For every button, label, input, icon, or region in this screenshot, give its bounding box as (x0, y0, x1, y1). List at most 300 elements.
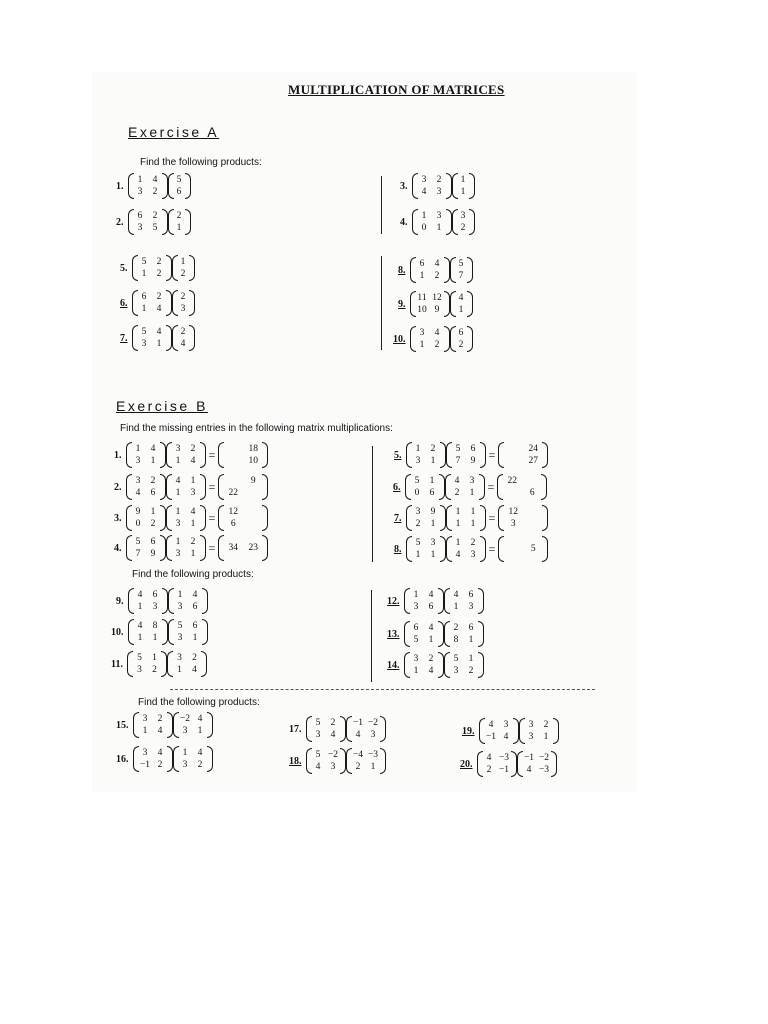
matrix-entry: 5 (414, 476, 420, 486)
matrix-entry: 5 (415, 538, 421, 548)
problem-item (116, 712, 213, 738)
matrix-entry: 4 (156, 304, 162, 314)
matrix-entry: 1 (190, 549, 196, 559)
matrix-entry: 2 (156, 269, 162, 279)
exercise-b-instruction-products: Find the following products: (132, 569, 254, 580)
matrix-entry: 4 (197, 748, 203, 758)
matrix-entry: 4 (150, 444, 156, 454)
equals-sign: = (487, 479, 495, 494)
matrix-product (128, 619, 208, 645)
problem-item (111, 619, 208, 645)
factor-matrix (128, 209, 168, 235)
matrix-entry: 2 (157, 760, 163, 770)
equals-sign: = (208, 540, 216, 555)
matrix-entry: 9 (150, 549, 156, 559)
factor-matrix (410, 257, 450, 283)
matrix-entry: 1 (419, 340, 425, 350)
factor-matrix (412, 173, 452, 199)
matrix-entry (523, 506, 543, 518)
matrix-entry: 22 (507, 476, 518, 486)
matrix-entry: 2 (543, 720, 549, 730)
matrix-entry: 1 (436, 223, 442, 233)
factor-matrix (444, 621, 484, 647)
matrix-entry: 1 (152, 653, 157, 663)
problem-number: 5. (394, 449, 402, 461)
problem-number: 14. (387, 659, 400, 671)
matrix-entry: 12 (432, 293, 442, 303)
equals-sign: = (488, 510, 496, 525)
matrix-entry: 1 (176, 223, 182, 233)
problem-number: 1. (116, 180, 124, 192)
matrix-entry: 2 (468, 666, 474, 676)
matrix-product (306, 748, 386, 774)
factor-matrix (444, 588, 484, 614)
factor-matrix (168, 588, 208, 614)
factor-matrix (406, 442, 446, 468)
matrix-product (479, 718, 559, 744)
matrix-entry: 2 (434, 271, 440, 281)
matrix-entry: 1 (135, 444, 141, 454)
factor-matrix (132, 290, 172, 316)
matrix-entry: 3 (137, 665, 142, 675)
factor-matrix (168, 209, 191, 235)
result-matrix (218, 474, 268, 500)
matrix-entry: 1 (197, 726, 203, 736)
matrix-entry: 1 (152, 633, 158, 643)
factor-matrix (128, 173, 168, 199)
matrix-entry: 3 (152, 602, 158, 612)
factor-matrix (128, 619, 168, 645)
matrix-entry: 4 (455, 550, 461, 560)
matrix-entry: 3 (137, 187, 143, 197)
matrix-entry: 4 (503, 732, 509, 742)
matrix-entry: 3 (182, 760, 188, 770)
matrix-entry: −4 (352, 750, 364, 760)
matrix-entry: −2 (538, 753, 550, 763)
factor-matrix (450, 291, 473, 317)
factor-matrix (166, 442, 206, 468)
problem-number: 20. (460, 758, 473, 770)
matrix-entry: 4 (190, 507, 196, 517)
matrix-entry (223, 443, 243, 455)
matrix-entry: 1 (190, 476, 196, 486)
matrix-entry (502, 487, 522, 499)
matrix-entry: 4 (192, 665, 197, 675)
matrix-entry: 6 (458, 328, 464, 338)
matrix-entry: 1 (175, 507, 181, 517)
problem-item (393, 474, 547, 500)
matrix-entry: 3 (142, 714, 148, 724)
matrix-entry: 9 (430, 507, 436, 517)
matrix-product (406, 536, 549, 562)
matrix-entry: 9 (135, 507, 141, 517)
matrix-entry: 4 (137, 590, 143, 600)
matrix-entry: 3 (137, 223, 143, 233)
factor-matrix (444, 652, 484, 678)
matrix-entry: 2 (453, 623, 459, 633)
matrix-entry: 6 (137, 211, 143, 221)
factor-matrix (479, 718, 519, 744)
matrix-entry: 1 (175, 537, 181, 547)
equals-sign: = (208, 447, 216, 462)
factor-matrix (132, 325, 172, 351)
matrix-entry: 1 (137, 175, 143, 185)
matrix-entry: −2 (367, 718, 379, 728)
matrix-entry: 2 (180, 327, 186, 337)
matrix-entry: 6 (152, 590, 158, 600)
section-divider (170, 689, 595, 691)
matrix-entry: −1 (498, 765, 510, 775)
matrix-entry: 3 (460, 211, 466, 221)
matrix-entry: 1 (142, 726, 148, 736)
matrix-entry: 1 (175, 488, 181, 498)
factor-matrix (410, 326, 450, 352)
factor-matrix (168, 619, 208, 645)
factor-matrix (173, 746, 213, 772)
problem-number: 15. (116, 719, 129, 731)
matrix-entry: 10 (248, 456, 259, 466)
matrix-entry: 4 (526, 765, 532, 775)
factor-matrix (452, 209, 475, 235)
factor-matrix (446, 442, 486, 468)
matrix-product (133, 746, 213, 772)
factor-matrix (166, 505, 206, 531)
matrix-entry: 1 (177, 665, 182, 675)
factor-matrix (166, 535, 206, 561)
matrix-entry: 6 (470, 444, 476, 454)
matrix-entry: 1 (415, 550, 421, 560)
factor-matrix (446, 536, 486, 562)
matrix-entry: −1 (352, 718, 364, 728)
matrix-entry: 3 (330, 762, 336, 772)
problem-item (114, 505, 268, 531)
problem-item (111, 651, 207, 677)
problem-number: 19. (462, 725, 475, 737)
matrix-entry: 1 (180, 257, 186, 267)
matrix-entry: 2 (150, 476, 156, 486)
problem-item (114, 442, 268, 468)
factor-matrix (306, 716, 346, 742)
problem-item (116, 173, 191, 199)
matrix-entry: 2 (180, 269, 186, 279)
matrix-entry: 0 (414, 488, 420, 498)
factor-matrix (126, 535, 166, 561)
matrix-product (126, 474, 269, 500)
matrix-entry: 4 (192, 590, 198, 600)
matrix-entry: 24 (528, 444, 539, 454)
matrix-entry: 1 (470, 507, 476, 517)
problem-item (120, 290, 195, 316)
matrix-product (128, 209, 191, 235)
matrix-entry: 6 (150, 488, 156, 498)
matrix-entry: 1 (141, 269, 147, 279)
problem-item (398, 291, 473, 317)
matrix-product (410, 257, 473, 283)
matrix-entry: 22 (228, 488, 239, 498)
matrix-entry: 18 (248, 444, 259, 454)
problem-number: 6. (393, 481, 401, 493)
problem-number: 18. (289, 755, 302, 767)
matrix-entry: 3 (421, 175, 427, 185)
matrix-entry: 1 (460, 175, 466, 185)
matrix-entry: 2 (355, 762, 361, 772)
matrix-product (405, 474, 548, 500)
matrix-entry: 4 (180, 339, 186, 349)
matrix-entry: 5 (137, 653, 142, 663)
matrix-entry: 2 (192, 653, 197, 663)
factor-matrix (126, 505, 166, 531)
factor-matrix (445, 474, 485, 500)
problem-number: 11. (111, 658, 123, 670)
matrix-product (412, 209, 475, 235)
matrix-entry: 1 (455, 519, 461, 529)
problem-item (289, 716, 386, 742)
matrix-entry: 1 (429, 476, 435, 486)
matrix-entry: 0 (421, 223, 427, 233)
column-divider (381, 176, 382, 234)
matrix-entry: 5 (141, 327, 147, 337)
factor-matrix (127, 651, 167, 677)
matrix-entry: 3 (436, 211, 442, 221)
matrix-entry: 2 (470, 538, 476, 548)
matrix-product (404, 621, 484, 647)
matrix-entry: −3 (498, 753, 510, 763)
matrix-entry: 5 (315, 718, 321, 728)
matrix-entry: 4 (434, 259, 440, 269)
matrix-product (132, 290, 195, 316)
matrix-entry: 5 (455, 444, 461, 454)
equals-sign: = (208, 479, 216, 494)
matrix-entry: 2 (460, 223, 466, 233)
factor-matrix (128, 588, 168, 614)
matrix-entry: 1 (455, 507, 461, 517)
problem-item (116, 588, 208, 614)
problem-item (114, 474, 268, 500)
matrix-entry: 3 (142, 748, 148, 758)
problem-number: 5. (120, 262, 128, 274)
problem-number: 3. (114, 512, 122, 524)
matrix-entry: 3 (510, 519, 516, 529)
matrix-entry (243, 506, 263, 518)
matrix-entry: 10 (417, 305, 427, 315)
matrix-entry: 3 (175, 519, 181, 529)
matrix-product (126, 505, 269, 531)
matrix-entry: −1 (523, 753, 535, 763)
matrix-entry (503, 443, 523, 455)
matrix-entry (522, 475, 542, 487)
matrix-entry: 2 (428, 654, 434, 664)
problem-item (394, 442, 548, 468)
matrix-entry: 5 (453, 654, 459, 664)
problem-number: 16. (116, 753, 129, 765)
matrix-entry: 4 (421, 187, 427, 197)
factor-matrix (517, 751, 557, 777)
matrix-entry: 2 (454, 488, 460, 498)
factor-matrix (452, 173, 475, 199)
factor-matrix (173, 712, 213, 738)
matrix-entry: 9 (250, 476, 256, 486)
matrix-entry: 6 (176, 187, 182, 197)
page-title: MULTIPLICATION OF MATRICES (288, 82, 505, 97)
problem-number: 8. (394, 543, 402, 555)
matrix-entry: 3 (415, 507, 421, 517)
matrix-entry: 1 (430, 519, 436, 529)
matrix-entry: 3 (415, 456, 421, 466)
matrix-entry: 1 (137, 633, 143, 643)
matrix-entry: 3 (190, 488, 196, 498)
problem-number: 12. (387, 595, 400, 607)
matrix-entry: 8 (152, 621, 158, 631)
problem-item (462, 718, 559, 744)
problem-number: 10. (111, 626, 124, 638)
matrix-entry: 3 (182, 726, 188, 736)
exercise-b-instruction-missing: Find the missing entries in the following matrix multiplications: (120, 423, 393, 434)
matrix-entry: 3 (413, 602, 419, 612)
matrix-entry: 6 (230, 519, 236, 529)
problem-item (393, 326, 473, 352)
matrix-product (477, 751, 557, 777)
matrix-entry: 12 (508, 507, 519, 517)
matrix-entry: 4 (197, 714, 203, 724)
matrix-entry: 6 (419, 259, 425, 269)
problem-number: 2. (116, 216, 124, 228)
matrix-entry: 6 (529, 488, 535, 498)
matrix-product (128, 173, 191, 199)
problem-number: 7. (120, 332, 128, 344)
matrix-entry: 4 (454, 476, 460, 486)
matrix-entry: 6 (150, 537, 156, 547)
matrix-entry: 2 (190, 444, 196, 454)
matrix-entry: 23 (248, 543, 259, 553)
matrix-entry: 4 (330, 730, 336, 740)
matrix-entry: 5 (413, 635, 419, 645)
matrix-entry: 1 (413, 666, 419, 676)
matrix-entry: 1 (141, 304, 147, 314)
matrix-entry: 2 (190, 537, 196, 547)
matrix-entry: 1 (430, 550, 436, 560)
matrix-entry: 5 (530, 544, 536, 554)
matrix-entry: 2 (436, 175, 442, 185)
matrix-entry: 11 (417, 293, 427, 303)
column-divider (371, 590, 372, 682)
matrix-entry: 4 (152, 175, 158, 185)
matrix-entry: 7 (455, 456, 461, 466)
matrix-entry: 1 (460, 187, 466, 197)
matrix-entry: 6 (468, 623, 474, 633)
matrix-entry: 1 (419, 271, 425, 281)
matrix-entry: 3 (177, 602, 183, 612)
matrix-entry: 3 (503, 720, 509, 730)
matrix-entry: 3 (370, 730, 376, 740)
matrix-entry: 1 (468, 635, 474, 645)
equals-sign: = (488, 447, 496, 462)
result-matrix (498, 505, 548, 531)
factor-matrix (132, 255, 172, 281)
matrix-entry: 1 (177, 590, 183, 600)
matrix-entry: −1 (139, 760, 151, 770)
factor-matrix (405, 474, 445, 500)
matrix-entry: 5 (176, 175, 182, 185)
matrix-product (126, 535, 269, 561)
factor-matrix (166, 474, 206, 500)
factor-matrix (406, 505, 446, 531)
matrix-entry: 3 (470, 550, 476, 560)
matrix-entry: 2 (156, 292, 162, 302)
matrix-entry: 4 (355, 730, 361, 740)
matrix-product (410, 291, 473, 317)
factor-matrix (404, 652, 444, 678)
matrix-entry: 5 (152, 223, 158, 233)
matrix-entry: 1 (150, 507, 156, 517)
matrix-entry: 6 (428, 602, 434, 612)
factor-matrix (519, 718, 559, 744)
matrix-entry: 2 (157, 714, 163, 724)
problem-item (114, 535, 268, 561)
matrix-entry: 8 (453, 635, 459, 645)
exercise-a-instruction: Find the following products: (140, 157, 262, 168)
result-matrix (218, 535, 268, 561)
factor-matrix (133, 712, 173, 738)
matrix-entry: 2 (150, 519, 156, 529)
matrix-product (306, 716, 386, 742)
result-matrix (498, 536, 548, 562)
matrix-entry: 6 (468, 590, 474, 600)
factor-matrix (167, 651, 207, 677)
matrix-entry: 3 (528, 732, 534, 742)
matrix-entry: 1 (468, 654, 474, 664)
matrix-entry: 4 (428, 623, 434, 633)
factor-matrix (450, 257, 473, 283)
factor-matrix (172, 290, 195, 316)
matrix-entry: 0 (135, 519, 141, 529)
matrix-entry: 3 (469, 476, 475, 486)
matrix-entry (243, 518, 263, 530)
factor-matrix (404, 588, 444, 614)
matrix-entry: 1 (543, 732, 549, 742)
matrix-entry: 1 (190, 519, 196, 529)
factor-matrix (346, 748, 386, 774)
problem-item (387, 652, 484, 678)
result-matrix (497, 474, 547, 500)
matrix-entry: 6 (141, 292, 147, 302)
factor-matrix (450, 326, 473, 352)
problem-number: 1. (114, 449, 122, 461)
problem-number: 9. (116, 595, 124, 607)
matrix-entry: 4 (315, 762, 321, 772)
result-matrix (498, 442, 548, 468)
matrix-entry: 34 (228, 543, 239, 553)
matrix-entry: 6 (429, 488, 435, 498)
matrix-entry: 3 (175, 444, 181, 454)
matrix-entry: 2 (486, 765, 492, 775)
matrix-product (410, 326, 473, 352)
matrix-entry: 1 (156, 339, 162, 349)
matrix-entry: 3 (430, 538, 436, 548)
factor-matrix (404, 621, 444, 647)
problem-item (394, 536, 548, 562)
problem-number: 2. (114, 481, 122, 493)
matrix-entry: 2 (156, 257, 162, 267)
factor-matrix (446, 505, 486, 531)
matrix-entry: 3 (453, 666, 459, 676)
matrix-entry: 2 (176, 211, 182, 221)
matrix-entry: 2 (415, 519, 421, 529)
problem-item (116, 746, 213, 772)
matrix-entry (503, 543, 523, 555)
matrix-entry: 7 (458, 271, 464, 281)
matrix-entry: 4 (157, 726, 163, 736)
matrix-entry: 1 (182, 748, 188, 758)
